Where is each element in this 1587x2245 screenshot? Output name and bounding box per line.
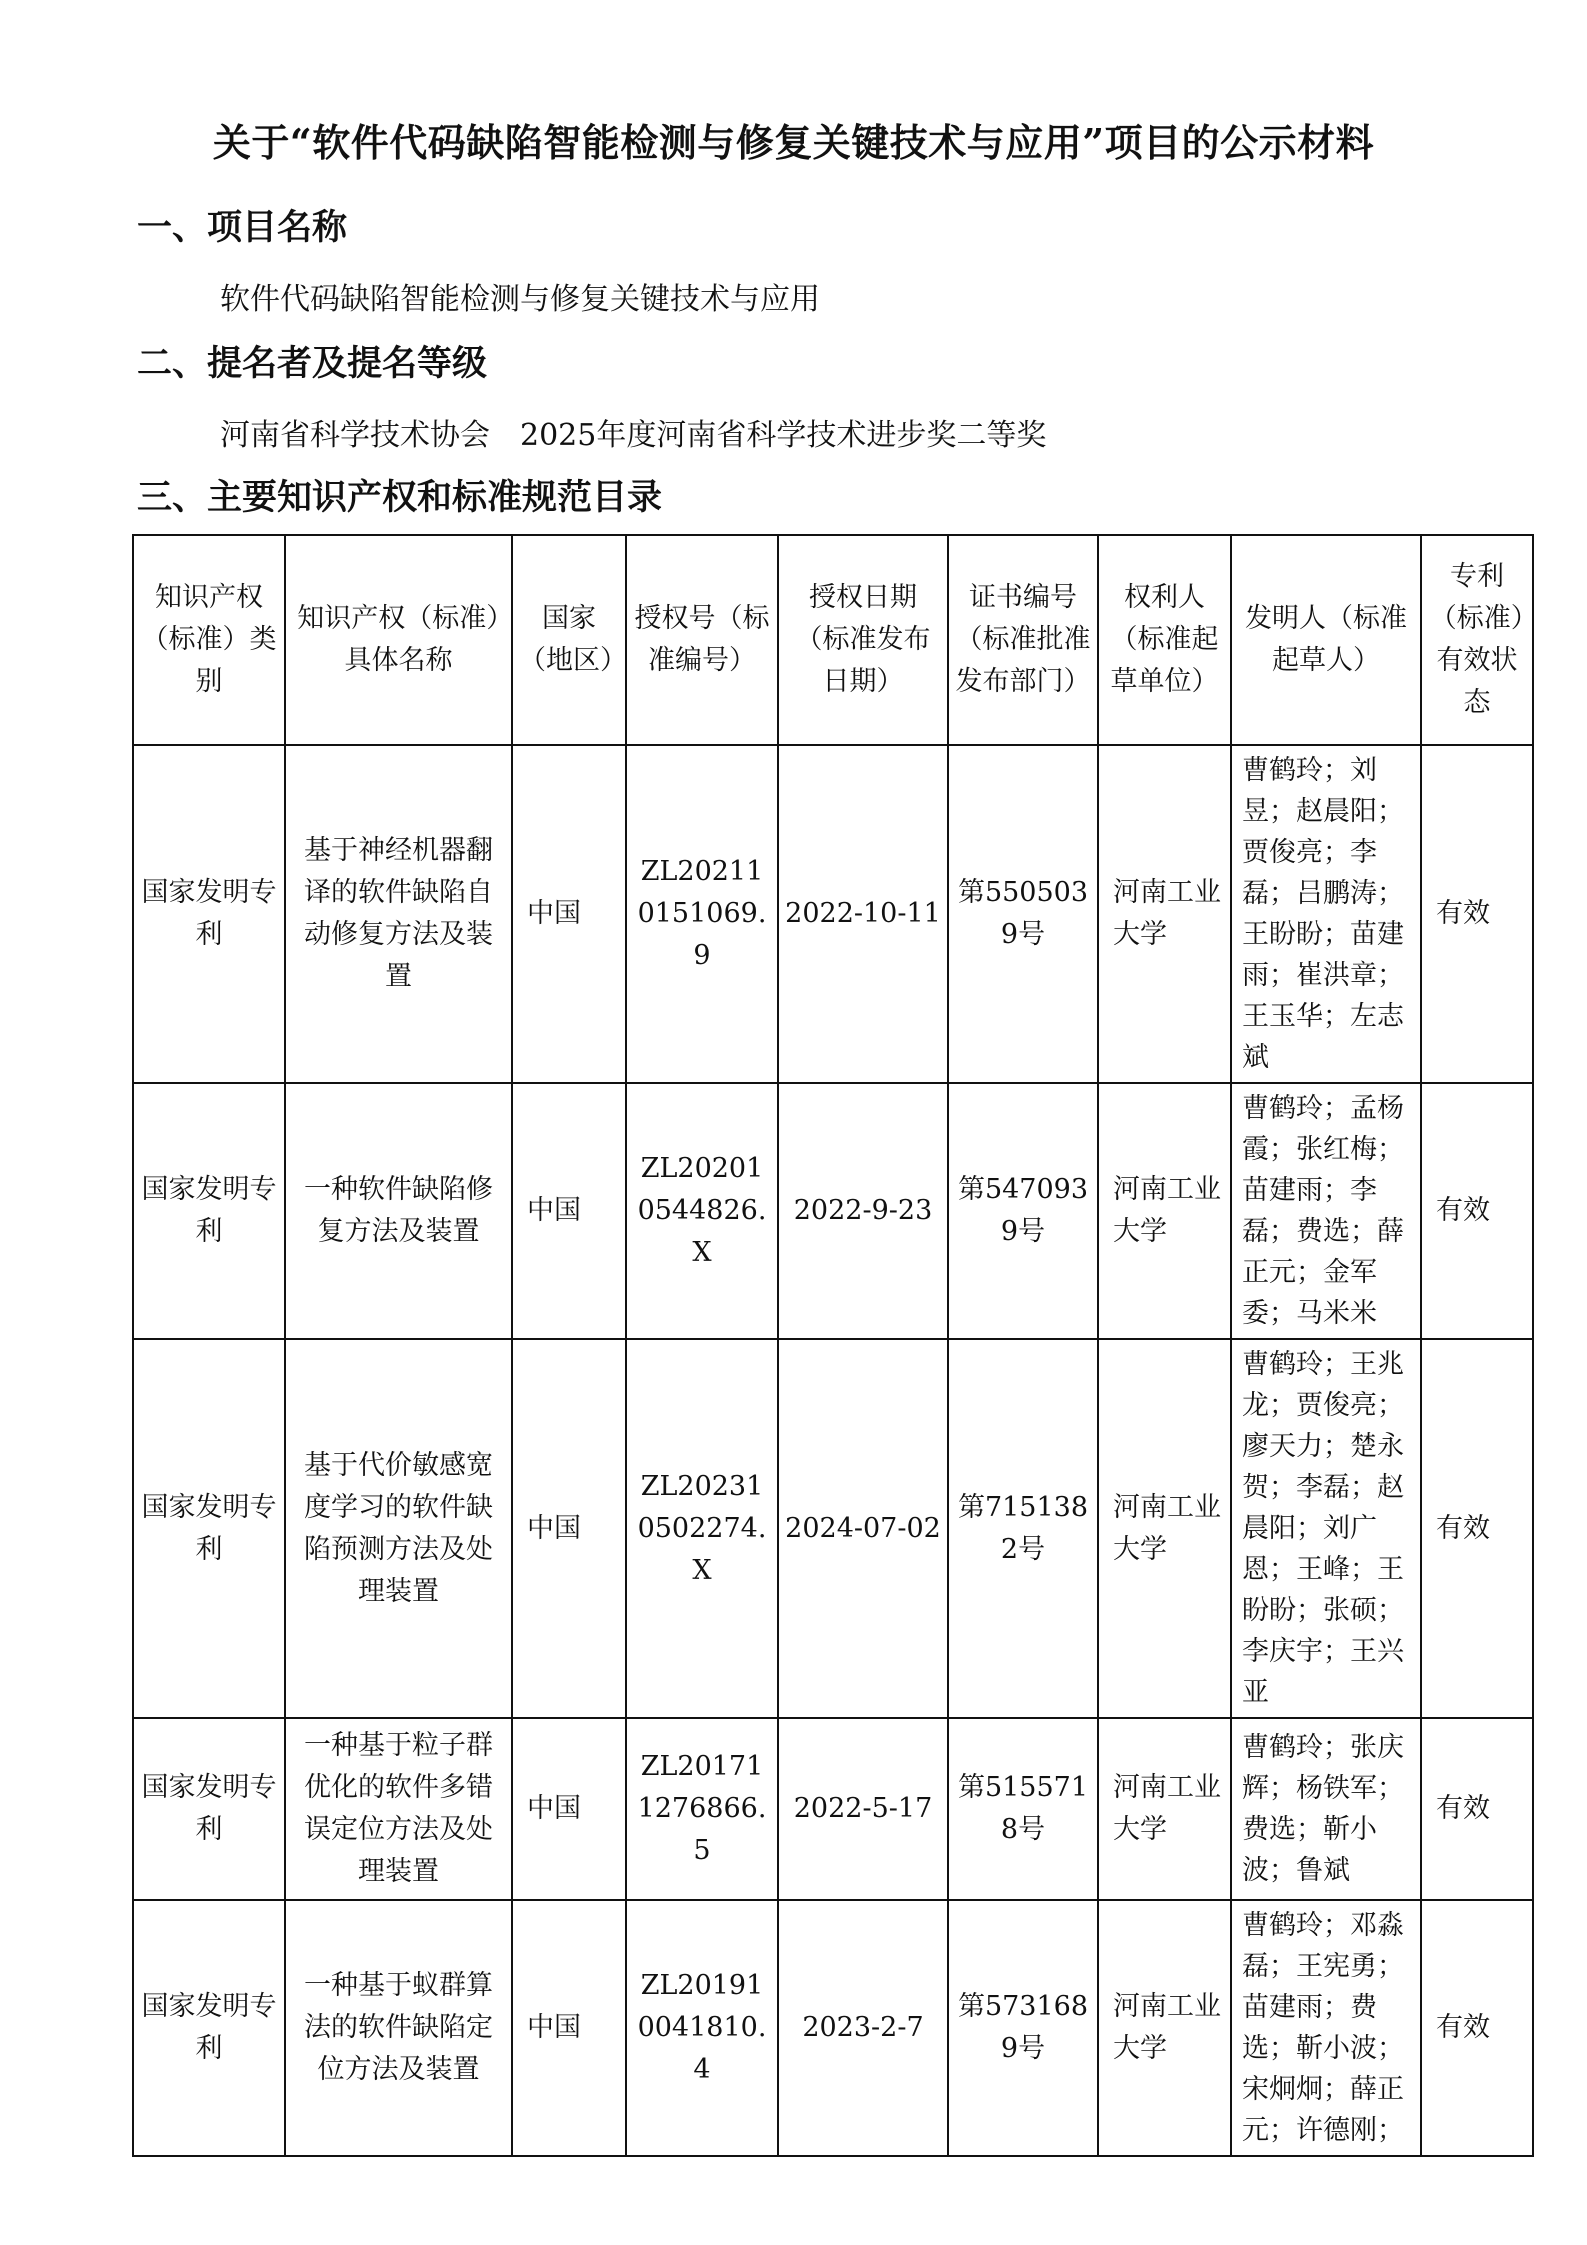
cell-inventors: 曹鹤玲；刘昱；赵晨阳；贾俊亮；李磊；吕鹏涛；王盼盼；苗建雨；崔洪章；王玉华；左志斌 bbox=[1231, 745, 1421, 1083]
header-inventors: 发明人（标准起草人） bbox=[1231, 535, 1421, 745]
cell-date: 2023-2-7 bbox=[778, 1900, 948, 2156]
cell-category: 国家发明专利 bbox=[133, 1718, 285, 1900]
cell-country: 中国 bbox=[512, 1900, 626, 2156]
cell-holder: 河南工业大学 bbox=[1098, 1083, 1231, 1339]
cell-certificate: 第7151382号 bbox=[948, 1339, 1098, 1718]
header-date: 授权日期（标准发布日期） bbox=[778, 535, 948, 745]
cell-certificate: 第5470939号 bbox=[948, 1083, 1098, 1339]
cell-category: 国家发明专利 bbox=[133, 1339, 285, 1718]
cell-name: 一种基于粒子群优化的软件多错误定位方法及处理装置 bbox=[285, 1718, 512, 1900]
cell-country: 中国 bbox=[512, 1083, 626, 1339]
header-name: 知识产权（标准）具体名称 bbox=[285, 535, 512, 745]
cell-status: 有效 bbox=[1421, 1900, 1533, 2156]
page-title: 关于“软件代码缺陷智能检测与修复关键技术与应用”项目的公示材料 bbox=[212, 120, 1375, 165]
cell-date: 2024-07-02 bbox=[778, 1339, 948, 1718]
cell-number: ZL202010544826.X bbox=[626, 1083, 778, 1339]
cell-category: 国家发明专利 bbox=[133, 1900, 285, 2156]
cell-number: ZL201910041810.4 bbox=[626, 1900, 778, 2156]
header-country: 国家（地区） bbox=[512, 535, 626, 745]
cell-country: 中国 bbox=[512, 745, 626, 1083]
cell-holder: 河南工业大学 bbox=[1098, 1718, 1231, 1900]
cell-name: 一种基于蚁群算法的软件缺陷定位方法及装置 bbox=[285, 1900, 512, 2156]
cell-certificate: 第5155718号 bbox=[948, 1718, 1098, 1900]
cell-country: 中国 bbox=[512, 1339, 626, 1718]
header-status: 专利（标准）有效状态 bbox=[1421, 535, 1533, 745]
cell-inventors: 曹鹤玲；王兆龙；贾俊亮；廖天力；楚永贺；李磊；赵晨阳；刘广恩；王峰；王盼盼；张硕；李庆宇；王兴亚 bbox=[1231, 1339, 1421, 1718]
cell-inventors: 曹鹤玲；孟杨霞；张红梅；苗建雨；李磊；费选；薛正元；金军委；马米米 bbox=[1231, 1083, 1421, 1339]
table-row bbox=[133, 1083, 1533, 1339]
cell-holder: 河南工业大学 bbox=[1098, 1339, 1231, 1718]
header-number: 授权号（标准编号） bbox=[626, 535, 778, 745]
cell-number: ZL201711276866.5 bbox=[626, 1718, 778, 1900]
cell-status: 有效 bbox=[1421, 745, 1533, 1083]
cell-certificate: 第5505039号 bbox=[948, 745, 1098, 1083]
cell-status: 有效 bbox=[1421, 1718, 1533, 1900]
cell-number: ZL202110151069.9 bbox=[626, 745, 778, 1083]
table-row bbox=[133, 1900, 1533, 2156]
cell-name: 一种软件缺陷修复方法及装置 bbox=[285, 1083, 512, 1339]
cell-certificate: 第5731689号 bbox=[948, 1900, 1098, 2156]
table-header-row bbox=[133, 535, 1533, 745]
header-category: 知识产权（标准）类别 bbox=[133, 535, 285, 745]
table-row bbox=[133, 1718, 1533, 1900]
nominator-text: 河南省科学技术协会 2025年度河南省科学技术进步奖二等奖 bbox=[220, 418, 1047, 453]
project-name-text: 软件代码缺陷智能检测与修复关键技术与应用 bbox=[220, 282, 820, 317]
cell-holder: 河南工业大学 bbox=[1098, 1900, 1231, 2156]
cell-inventors: 曹鹤玲；张庆辉；杨铁军；费选；靳小波；鲁斌 bbox=[1231, 1718, 1421, 1900]
cell-number: ZL202310502274.X bbox=[626, 1339, 778, 1718]
section-heading-ipr-list: 三、主要知识产权和标准规范目录 bbox=[137, 477, 663, 518]
cell-holder: 河南工业大学 bbox=[1098, 745, 1231, 1083]
cell-category: 国家发明专利 bbox=[133, 1083, 285, 1339]
cell-name: 基于神经机器翻译的软件缺陷自动修复方法及装置 bbox=[285, 745, 512, 1083]
cell-inventors: 曹鹤玲；邓淼磊；王宪勇；苗建雨；费选；靳小波；宋炯炯；薛正元；许德刚； bbox=[1231, 1900, 1421, 2156]
cell-date: 2022-5-17 bbox=[778, 1718, 948, 1900]
cell-date: 2022-10-11 bbox=[778, 745, 948, 1083]
cell-status: 有效 bbox=[1421, 1083, 1533, 1339]
table-row bbox=[133, 745, 1533, 1083]
table-row bbox=[133, 1339, 1533, 1718]
section-heading-nominator: 二、提名者及提名等级 bbox=[137, 343, 488, 384]
cell-country: 中国 bbox=[512, 1718, 626, 1900]
ipr-table bbox=[132, 534, 1534, 2157]
header-holder: 权利人（标准起草单位） bbox=[1098, 535, 1231, 745]
cell-name: 基于代价敏感宽度学习的软件缺陷预测方法及处理装置 bbox=[285, 1339, 512, 1718]
cell-category: 国家发明专利 bbox=[133, 745, 285, 1083]
section-heading-project-name: 一、项目名称 bbox=[137, 207, 348, 248]
cell-status: 有效 bbox=[1421, 1339, 1533, 1718]
header-certificate: 证书编号（标准批准发布部门） bbox=[948, 535, 1098, 745]
cell-date: 2022-9-23 bbox=[778, 1083, 948, 1339]
